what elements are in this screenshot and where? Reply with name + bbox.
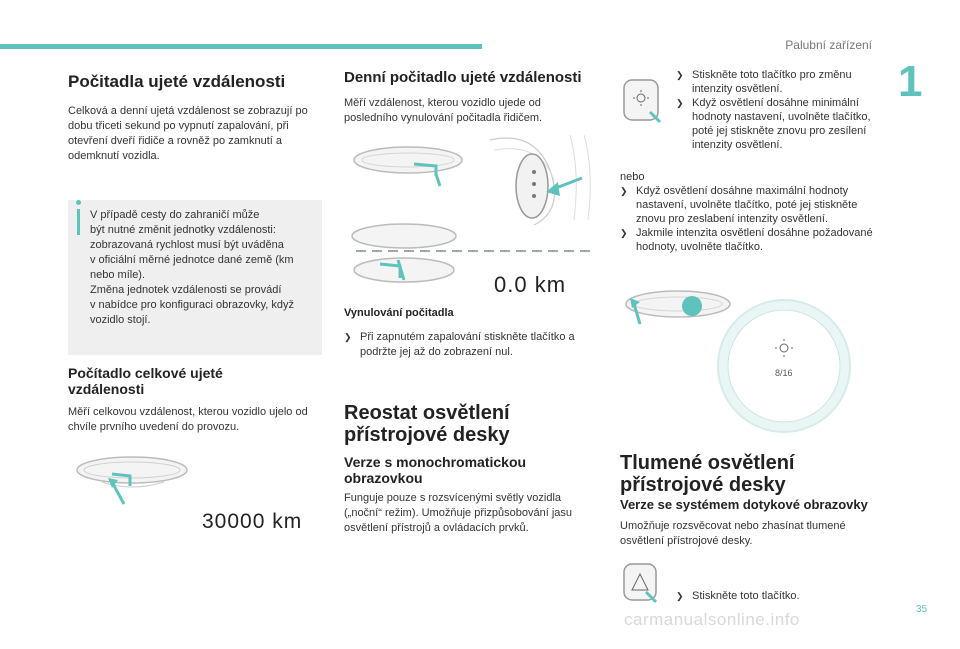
illumination-button-icon	[620, 74, 664, 126]
title-line: přístrojové desky	[620, 474, 786, 496]
trip-reset-illustration	[344, 130, 596, 285]
title-line: Tlumené osvětlení	[620, 452, 795, 474]
section-title: Palubní zařízení	[785, 38, 872, 52]
dimmed-lighting-button-icon	[620, 560, 664, 606]
illumination-bullets-a	[676, 68, 876, 152]
bullet-text: Jakmile intenzita osvětlení dosáhne požadované hodnoty, uvolněte tlačítko.	[636, 227, 873, 253]
odometer-section-title: Počitadla ujeté vzdálenosti	[68, 72, 286, 91]
chapter-number: 1	[898, 57, 923, 106]
note-line: V případě cesty do zahraničí může	[90, 209, 260, 221]
rheostat-title	[344, 402, 594, 446]
title-line: Verze s monochromatickou	[344, 454, 527, 470]
note-line: zobrazovaná rychlost musí být uváděna	[90, 239, 284, 251]
info-note-box	[68, 200, 322, 355]
bullet-text: Stiskněte toto tlačítko pro změnu intenzity osvětlení.	[692, 69, 852, 95]
list-item	[676, 96, 876, 152]
list-item	[620, 226, 880, 254]
title-line: Reostat osvětlení	[344, 402, 510, 424]
note-line: Změna jednotek vzdálenosti se provádí	[90, 284, 282, 296]
trip-reset-bullet	[344, 330, 608, 360]
trip-meter-text: Měří vzdálenost, kterou vozidlo ujede od posledního vynulování počitadla řidičem.	[344, 97, 543, 124]
title-line: obrazovkou	[344, 470, 423, 486]
title-line: přístrojové desky	[344, 424, 510, 446]
or-label: nebo	[620, 171, 645, 183]
trip-reset-label: Vynulování počitadla	[344, 307, 454, 319]
list-item	[676, 68, 876, 96]
odometer-intro-text: Celková a denní ujetá vzdálenost se zobrazují po dobu třiceti sekund po vypnutí zapalování, při otevření dveří řidiče a rovněž po zamknutí a odemknutí vozidla.	[68, 105, 308, 162]
info-icon	[77, 209, 80, 235]
info-note-text	[90, 208, 318, 328]
bullet-text: Při zapnutém zapalování stiskněte tlačítko a podržte jej až do zobrazení nul.	[360, 331, 575, 358]
note-line: v nabídce pro konfiguraci obrazovky, když	[90, 299, 295, 311]
page-number: 35	[916, 604, 928, 615]
title-line: Počítadlo celkové ujeté	[68, 365, 223, 381]
illumination-level: 8/16	[775, 368, 793, 378]
dimmed-lighting-title	[620, 452, 880, 496]
bullet-arrow-icon: ❯	[676, 98, 684, 108]
bullet-text: Stiskněte toto tlačítko.	[692, 590, 800, 602]
list-item	[620, 184, 880, 226]
header-accent-bar	[0, 44, 482, 49]
bullet-arrow-icon: ❯	[620, 228, 628, 238]
bullet-arrow-icon: ❯	[344, 332, 352, 342]
total-odometer-title	[68, 365, 324, 397]
touchscreen-version-title: Verze se systémem dotykové obrazovky	[620, 497, 868, 512]
total-odometer-text: Měří celkovou vzdálenost, kterou vozidlo ujelo od chvíle prvního uvedení do provozu.	[68, 406, 308, 433]
touchscreen-bullet	[676, 589, 892, 604]
note-line: v oficiální měrné jednotce dané země (km	[90, 254, 294, 266]
note-line: nebo míle).	[90, 269, 146, 281]
mono-screen-text: Funguje pouze s rozsvícenými světly vozidla („noční“ režim). Umožňuje přizpůsobování jasu osvětlení přístrojů a ovládacích prvků.	[344, 492, 573, 534]
touchscreen-version-text: Umožňuje rozsvěcovat nebo zhasínat tlumené osvětlení přístrojové desky.	[620, 520, 846, 547]
illumination-level-illustration	[620, 284, 860, 444]
mono-screen-title	[344, 454, 594, 486]
bullet-text: Když osvětlení dosáhne minimální hodnoty nastavení, uvolněte tlačítko, poté jej stiskněte znovu pro zesílení intenzity osvětlení.	[692, 97, 871, 151]
trip-reading: 0.0 km	[494, 272, 567, 297]
info-icon-dot	[76, 200, 81, 205]
illumination-bullets-b	[620, 184, 880, 254]
note-line: být nutné změnit jednotky vzdálenosti:	[90, 224, 276, 236]
odometer-reading: 30000 km	[202, 510, 303, 533]
trip-meter-title: Denní počitadlo ujeté vzdálenosti	[344, 69, 582, 86]
dashboard-button-illustration	[72, 452, 192, 508]
note-line: vozidlo stojí.	[90, 314, 151, 326]
bullet-arrow-icon: ❯	[676, 591, 684, 601]
bullet-arrow-icon: ❯	[620, 186, 628, 196]
bullet-text: Když osvětlení dosáhne maximální hodnoty nastavení, uvolněte tlačítko, poté jej stiskněte znovu pro zeslabení intenzity osvětlení.	[636, 185, 858, 225]
watermark: carmanualsonline.info	[624, 610, 800, 629]
bullet-arrow-icon: ❯	[676, 70, 684, 80]
title-line: vzdálenosti	[68, 381, 145, 397]
